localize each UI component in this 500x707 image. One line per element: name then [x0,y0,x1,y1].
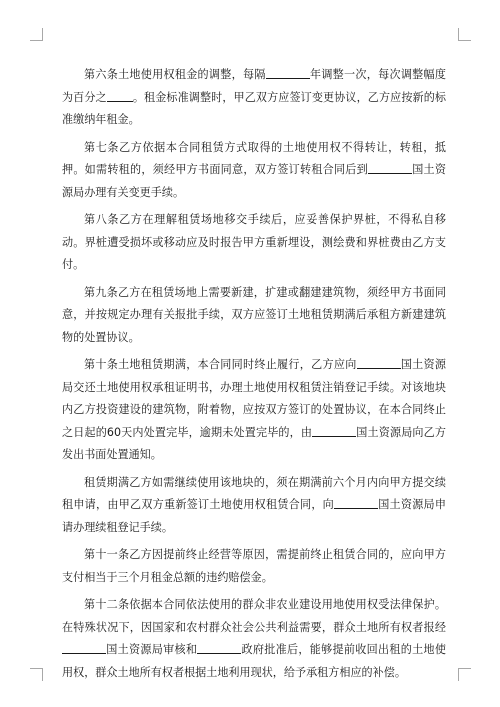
crop-mark-bottom-right [458,668,471,681]
document-body [62,64,446,689]
article-8-text: 第八条乙方在理解租赁场地移交手续后，应妥善保护界桩，不得私自移动。界桩遭受损坏或移动应及时报告甲方重新埋设，测绘费和界桩费由乙方支付。 [62,213,446,271]
article-10-text-3: 国土资源局向乙方发出书面处置通知。 [62,425,446,461]
blank-line [357,356,401,369]
blank-line [312,424,356,437]
article-12-text-1: 第十二条依据本合同依法使用的群众非农业建设用地使用权受法律保护。在特殊状况下，因国家和农村群众社会公共利益需要，群众土地所有权者报经 [62,598,446,634]
article-6-text-3: 。租金标准调整时，甲乙双方应签订变更协议，乙方应按新的标准缴纳年租金。 [62,90,446,126]
blank-line [266,66,310,79]
article-6 [62,64,446,132]
blank-line [368,161,412,174]
blank-line [62,641,106,654]
crop-mark-top-right [458,28,471,41]
blank-line [197,641,241,654]
article-7 [62,137,446,205]
article-11 [62,544,446,589]
article-12 [62,594,446,684]
renewal-text-1: 租赁期满乙方如需继续使用该地块的，须在期满前六个月内向甲方提交续租申请，由甲乙双方重新签订土地使用权租赁合同，向 [62,475,446,511]
renewal-text-2: 国土资源局申请办理续租登记手续。 [62,498,446,534]
blank-line [107,89,133,102]
article-11-text: 第十一条乙方因提前终止经营等原因，需提前终止租赁合同的，应向甲方支付相当于三个月租金总额的违约赔偿金。 [62,548,446,584]
article-9 [62,282,446,350]
article-10-text-1: 第十条土地租赁期满，本合同同时终止履行，乙方应向 [84,358,357,371]
article-6-text-1: 第六条土地使用权租金的调整，每隔 [84,68,266,81]
article-10-text-2: 国土资源局交还土地使用权承租证明书，办理土地使用权租赁注销登记手续。对该地块内乙方投资建设的建筑物，附着物，应按双方签订的处置协议，在本合同终止之日起的60天内处置完毕，逾期未处置完毕的，由 [62,358,446,439]
article-7-text-1: 第七条乙方依据本合同租赁方式取得的土地使用权不得转让，转租，抵押。如需转租的，须经甲方书面同意，双方签订转租合同后到 [62,140,446,176]
article-12-text-2: 国土资源局审核和 [106,643,198,656]
article-9-text: 第九条乙方在租赁场地上需要新建，扩建或翻建建筑物，须经甲方书面同意，并按规定办理有关报批手续，双方应签订土地租赁期满后承租方新建建筑物的处置协议。 [62,285,446,344]
blank-line [334,496,378,509]
article-8 [62,209,446,277]
crop-mark-bottom-left [30,668,43,681]
crop-mark-top-left [30,28,43,41]
article-12-text-3: 政府批准后，能够提前收回出租的土地使用权，群众土地所有权者根据土地利用现状，给予承租方相应的补偿。 [62,643,446,679]
renewal-paragraph [62,472,446,540]
article-10 [62,354,446,467]
article-7-text-2: 国土资源局办理有关变更手续。 [62,163,446,199]
article-6-text-2: 年调整一次，每次调整幅度为百分之 [62,68,446,104]
